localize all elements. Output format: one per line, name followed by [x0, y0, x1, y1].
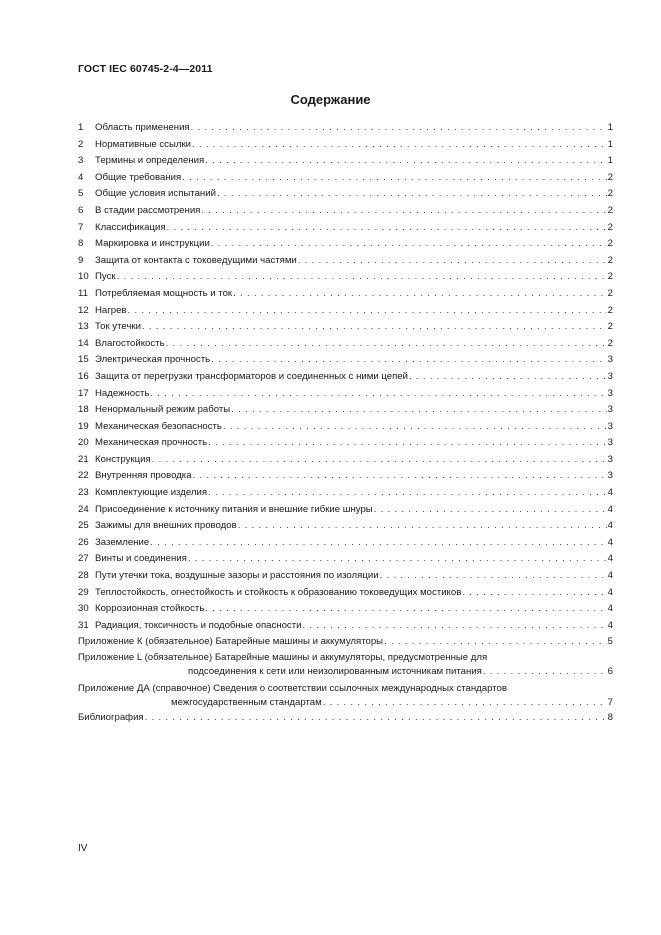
toc-leader-dots [150, 535, 606, 552]
toc-entry[interactable] [78, 236, 613, 253]
toc-entry-title: Теплостойкость, огнестойкость и стойкость к образованию токоведущих мостиков [95, 586, 462, 598]
toc-leader-dots [193, 468, 607, 485]
toc-leader-dots [167, 220, 607, 237]
toc-leader-dots [483, 665, 607, 679]
toc-entry-page: 3 [607, 420, 613, 432]
toc-entry-title: Влагостойкость [95, 337, 165, 349]
toc-entry-number: 8 [78, 238, 84, 250]
toc-entry[interactable] [78, 286, 613, 303]
toc-entry[interactable] [78, 402, 613, 419]
toc-entry-page: 4 [607, 536, 613, 548]
toc-leader-dots [191, 120, 607, 137]
toc-entry-number: 12 [78, 304, 89, 316]
toc-entry-title: Нормативные ссылки [95, 138, 192, 150]
toc-leader-dots [211, 352, 607, 369]
toc-leader-dots [462, 585, 606, 602]
toc-entry[interactable] [78, 618, 613, 635]
toc-leader-dots [208, 485, 607, 502]
toc-entry-page: 1 [607, 138, 613, 150]
toc-entry-title: Конструкция [95, 453, 151, 465]
toc-leader-dots [217, 186, 607, 203]
toc-entry-title: Ток утечки [95, 321, 141, 333]
toc-entry-title: Приложение L (обязательное) Батарейные машины и аккумуляторы, предусмотренные для [78, 652, 488, 663]
toc-leader-dots [205, 601, 606, 618]
toc-entry[interactable] [78, 186, 613, 203]
toc-entry-title: Механическая безопасность [95, 420, 222, 432]
toc-entry-annex-da[interactable] [78, 682, 613, 710]
toc-leader-dots [223, 419, 607, 436]
toc-leader-dots [233, 286, 607, 303]
toc-leader-dots [380, 568, 607, 585]
toc-entry-number: 20 [78, 437, 89, 449]
toc-entry-title: Механическая прочность [95, 437, 208, 449]
toc-entry-number: 3 [78, 155, 84, 167]
toc-sections [78, 120, 613, 634]
toc-leader-dots [188, 551, 607, 568]
toc-entry-title: Защита от перегрузки трансформаторов и соединенных с ними цепей [95, 370, 408, 382]
toc-entry-page: 2 [607, 238, 613, 250]
toc-entry-bibliography[interactable] [78, 710, 613, 727]
toc-entry-title: Приложение ДА (справочное) Сведения о соответствии ссылочных международных стандартов [78, 683, 507, 694]
toc-entry-title: Классификация [95, 221, 166, 233]
toc-entry-title: Общие требования [95, 171, 182, 183]
toc-entry-number: 1 [78, 122, 84, 133]
toc-entry-number: 26 [78, 536, 89, 548]
toc-entry-title: Электрическая прочность [95, 354, 211, 366]
toc-leader-dots [323, 696, 607, 710]
toc-entry[interactable] [78, 253, 613, 270]
toc-entry-number: 31 [78, 619, 89, 631]
toc-leader-dots [182, 170, 606, 187]
toc-entry-page: 4 [607, 619, 613, 631]
toc-entry-page: 3 [607, 387, 613, 399]
toc-leader-dots [117, 269, 607, 286]
toc-entry[interactable] [78, 203, 613, 220]
toc-entry-number: 24 [78, 503, 89, 515]
toc-entry-title: Ненормальный режим работы [95, 404, 231, 416]
toc-entry-number: 25 [78, 520, 89, 532]
toc-leader-dots [302, 618, 606, 635]
toc-entry[interactable] [78, 419, 613, 436]
toc-entry-number: 4 [78, 171, 84, 183]
toc-entry-title: Область применения [95, 122, 190, 133]
toc-entry-number: 7 [78, 221, 84, 233]
toc-entry-title: Защита от контакта с токоведущими частями [95, 254, 297, 266]
toc-entry-page: 4 [607, 603, 613, 615]
toc-leader-dots [238, 518, 607, 535]
toc-entry-page: 2 [607, 204, 613, 216]
toc-leader-dots [142, 319, 607, 336]
toc-entry-number: 30 [78, 603, 89, 615]
page-number-footer: IV [78, 843, 88, 854]
toc-entry-annex-k[interactable] [78, 634, 613, 651]
toc-entry-page: 2 [607, 304, 613, 316]
toc-leader-dots [145, 710, 607, 727]
toc-entry-number: 2 [78, 138, 84, 150]
toc-entry-title-cont: межгосударственным стандартам [171, 697, 322, 708]
toc-entry[interactable] [78, 485, 613, 502]
toc-entry-number: 14 [78, 337, 89, 349]
toc-entry[interactable] [78, 551, 613, 568]
toc-entry[interactable] [78, 269, 613, 286]
toc-entry-title: Коррозионная стойкость [95, 603, 205, 615]
toc-entry-number: 16 [78, 370, 89, 382]
toc-entry-number: 11 [78, 287, 88, 299]
toc-entry-title: Комплектующие изделия [95, 487, 208, 499]
toc-entry-page: 1 [607, 155, 613, 167]
toc-title: Содержание [290, 92, 371, 107]
toc-entry-title: Зажимы для внешних проводов [95, 520, 237, 532]
toc-entry[interactable] [78, 386, 613, 403]
toc-entry-title: Маркировка и инструкции [95, 238, 210, 250]
toc-entry-number: 21 [78, 453, 89, 465]
toc-entry-page: 4 [607, 487, 613, 499]
toc-entry-page: 2 [607, 254, 613, 266]
toc-entry-title-cont: подсоединения к сети или неизолированным источникам питания [188, 666, 482, 677]
toc-entry-page: 2 [607, 321, 613, 333]
toc-entry-number: 22 [78, 470, 89, 482]
toc-entry-title: Пути утечки тока, воздушные зазоры и расстояния по изоляции [95, 570, 379, 582]
toc-leader-dots [201, 203, 606, 220]
toc-leader-dots [374, 502, 607, 519]
toc-entry[interactable] [78, 452, 613, 469]
toc-entry[interactable] [78, 468, 613, 485]
toc-entry[interactable] [78, 220, 613, 237]
toc-entry-page: 6 [607, 666, 613, 677]
toc-leader-dots [208, 435, 607, 452]
toc-entry-number: 5 [78, 188, 84, 200]
toc-entry[interactable] [78, 568, 613, 585]
toc-leader-dots [192, 137, 607, 154]
toc-entry-title: Общие условия испытаний [95, 188, 216, 200]
toc-entry-title: В стадии рассмотрения [95, 204, 201, 216]
toc-entry-page: 2 [607, 188, 613, 200]
toc-entry[interactable] [78, 352, 613, 369]
toc-entry-page: 2 [607, 337, 613, 349]
toc-entry-page: 5 [607, 636, 613, 648]
toc-entry-number: 6 [78, 204, 84, 216]
toc-entry-number: 23 [78, 487, 89, 499]
toc-entry-title: Винты и соединения [95, 553, 187, 565]
toc-entry[interactable] [78, 435, 613, 452]
toc-entry-page: 8 [607, 712, 613, 723]
toc-entry[interactable] [78, 601, 613, 618]
toc-entry[interactable] [78, 369, 613, 386]
toc-entry-page: 4 [607, 520, 613, 532]
toc-entry-page: 1 [607, 122, 613, 133]
toc-entry-page: 3 [607, 354, 613, 366]
toc-entry-title: Потребляемая мощность и ток [95, 287, 233, 299]
toc-entry-number: 28 [78, 570, 89, 582]
toc-entry-page: 4 [607, 553, 613, 565]
toc-entry[interactable] [78, 120, 613, 137]
toc-entry-number: 9 [78, 254, 84, 266]
toc-entry-title: Присоединение к источнику питания и внешние гибкие шнуры [95, 503, 373, 515]
toc-leader-dots [298, 253, 607, 270]
toc-entry[interactable] [78, 585, 613, 602]
toc-entry-title: Надежность [95, 387, 150, 399]
toc-entry-number: 27 [78, 553, 89, 565]
toc-entry[interactable] [78, 137, 613, 154]
table-of-contents [78, 120, 613, 727]
toc-entry-title: Радиация, токсичность и подобные опасности [95, 619, 302, 631]
toc-entry-page: 3 [607, 404, 613, 416]
toc-entry[interactable] [78, 319, 613, 336]
toc-leader-dots [150, 386, 606, 403]
toc-entry-number: 19 [78, 420, 89, 432]
toc-leader-dots [409, 369, 607, 386]
toc-entry-page: 4 [607, 503, 613, 515]
toc-entry-page: 4 [607, 570, 613, 582]
toc-entry-page: 3 [607, 453, 613, 465]
toc-entry-page: 2 [607, 171, 613, 183]
toc-leader-dots [205, 153, 606, 170]
document-code: ГОСТ IEC 60745-2-4—2011 [78, 63, 213, 75]
toc-entry-page: 2 [607, 271, 613, 283]
toc-leader-dots [231, 402, 606, 419]
toc-entry-page: 2 [607, 221, 613, 233]
toc-leader-dots [166, 336, 607, 353]
toc-entry-number: 13 [78, 321, 89, 333]
toc-leader-dots [211, 236, 607, 253]
toc-entry-title: Термины и определения [95, 155, 205, 167]
toc-leader-dots [152, 452, 607, 469]
toc-entry-number: 17 [78, 387, 89, 399]
toc-entry[interactable] [78, 336, 613, 353]
toc-entry-number: 18 [78, 404, 89, 416]
toc-entry-page: 3 [607, 470, 613, 482]
toc-entry-title: Заземление [95, 536, 150, 548]
toc-entry-title: Пуск [95, 271, 116, 283]
toc-entry-page: 3 [607, 437, 613, 449]
toc-entry-title: Нагрев [95, 304, 127, 316]
toc-entry[interactable] [78, 303, 613, 320]
toc-entry-number: 15 [78, 354, 89, 366]
toc-leader-dots [384, 634, 607, 651]
toc-entry-annex-l[interactable] [78, 651, 613, 679]
toc-entry-title: Приложение К (обязательное) Батарейные машины и аккумуляторы [78, 636, 384, 648]
toc-entry[interactable] [78, 153, 613, 170]
toc-entry[interactable] [78, 535, 613, 552]
toc-entry[interactable] [78, 170, 613, 187]
toc-entry[interactable] [78, 518, 613, 535]
toc-entry-number: 10 [78, 271, 89, 283]
toc-entry-number: 29 [78, 586, 89, 598]
toc-entry-page: 4 [607, 586, 613, 598]
toc-entry[interactable] [78, 502, 613, 519]
toc-entry-title: Библиография [78, 712, 144, 723]
toc-entry-page: 3 [607, 370, 613, 382]
toc-entry-title: Внутренняя проводка [95, 470, 192, 482]
toc-entry-page: 2 [607, 287, 613, 299]
toc-leader-dots [128, 303, 607, 320]
toc-entry-page: 7 [607, 697, 613, 708]
